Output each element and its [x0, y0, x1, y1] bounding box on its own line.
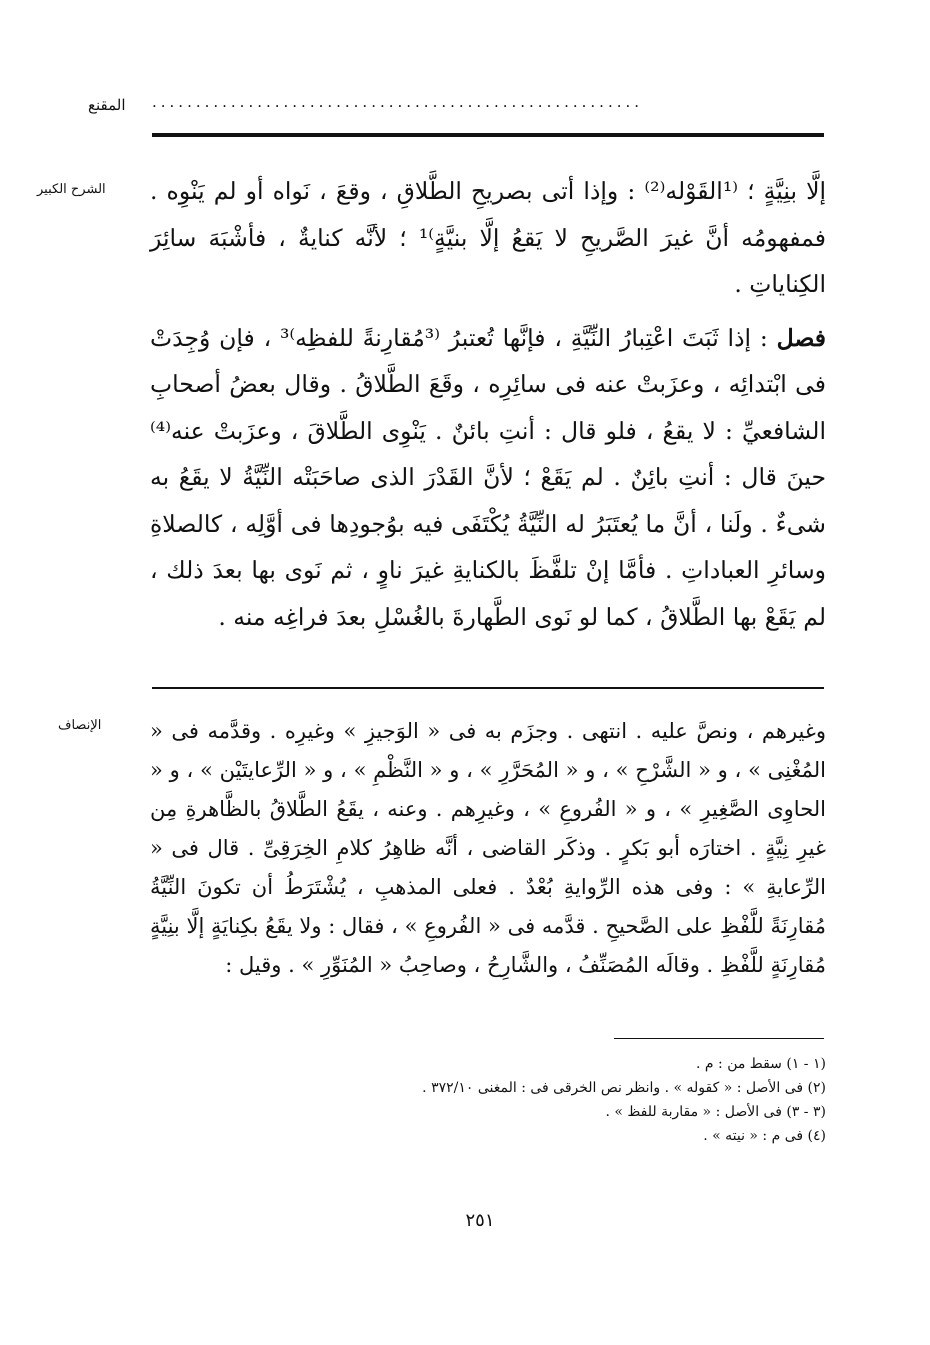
footnote-3: (٣ - ٣) فى الأصل : « مقاربة للفظ » .: [605, 1104, 826, 1120]
running-header-title: المقنع: [88, 96, 126, 114]
side-label-sharh: الشرح الكبير: [37, 182, 106, 197]
footnote-4: (٤) فى م : « نيته » .: [703, 1128, 826, 1144]
main-text: [150, 168, 826, 640]
main-paragraph-2: [150, 315, 826, 641]
footnote-2: (٢) فى الأصل : « كقوله » . وانظر نص الخرقى فى : المغنى ٣٧٢/١٠ .: [422, 1080, 826, 1096]
footnote-1: (١ - ١) سقط من : م .: [696, 1056, 826, 1072]
insaf-paragraph: وغيرهم ، ونصَّ عليه . انتهى . وجزَم به فى « الوَجيزِ » وغيرِه . وقدَّمه فى « المُغْنِى » ، و « الشَّرْحِ » ، و « المُحَرَّرِ » ، و « النَّظْمِ » ، و « الرِّعايتَيْن » ، و « الحاوِى الصَّغِيرِ » ، و « الفُروعِ » ، وغيرِهم . وعنه ، يقَعُ الطَّلاقُ بالظَّاهرةِ مِن غيرِ نِيَّةٍ . اختارَه أبو بَكرٍ . وذكَر القاضى ، أنَّه ظاهِرُ كلامِ الخِرَقِىِّ . قال فى « الرِّعايةِ » : وفى هذه الرِّوايةِ بُعْدٌ . فعلى المذهبِ ، يُشْتَرَطُ أن تكونَ النِّيَّةُ مُقارِنَةً للَّفْظِ على الصَّحيحِ . قدَّمه فى « الفُروعِ » ، فقال : ولا يقَعُ بكِنايَةٍ إلَّا بنِيَّةٍ مُقارِنَةٍ للَّفْظِ . وقالَه المُصَنِّفُ ، والشَّارِحُ ، وصاحِبُ « المُنَوِّرِ » . وقيل :: [150, 719, 826, 977]
page-number: ٢٥١: [465, 1210, 495, 1231]
section-heading-fasl: فصل: [776, 323, 826, 352]
section-divider: [152, 687, 824, 689]
main-paragraph-1: إلَّا بنِيَّةٍ ؛ ⁽¹القَوْله⁽²⁾ : وإذا أتى بصريحِ الطَّلاقِ ، وقعَ ، نَواه أو لم يَنْوِه . فمفهومُه أنَّ غيرَ الصَّريحِ لا يَقعُ إلَّا بنيَّةٍ⁾¹ ؛ لأنَّه كنايةٌ ، فأشْبَهَ سائِرَ الكِناياتِ .: [150, 177, 826, 298]
running-header-dots: ........................................................: [152, 93, 644, 111]
footnotes: [300, 1052, 826, 1148]
footnote-rule: [614, 1038, 824, 1039]
main-paragraph-2-text: : إذا ثَبَتَ اعْتِبارُ النِّيَّةِ ، فإنَّها تُعتبرُ ⁽³مُقارِنةً للفظِه⁾³ ، فإن وُجِدَتْ فى ابْتدائِه ، وعزَبتْ عنه فى سائِرِه ، وقَعَ الطَّلاقُ . وقال بعضُ أصحابِ الشافعيِّ : لا يقعُ ، فلو قال : أنتِ بائنٌ . يَنْوِى الطَّلاقَ ، وعزَبتْ عنه⁽⁴⁾ حينَ قال : أنتِ بائِنٌ . لم يَقَعْ ؛ لأنَّ القَدْرَ الذى صاحَبَتْه النِّيَّةُ لا يقَعُ به شىءٌ . ولَنا ، أنَّ ما يُعتَبَرُ له النِّيَّةُ يُكْتَفَى فيه بوُجودِها فى أوَّلِه ، كالصلاةِ وسائرِ العباداتِ . فأمَّا إنْ تلفَّظَ بالكنايةِ غيرَ ناوٍ ، ثم نَوى بها بعدَ ذلك ، لم يَقَعْ بها الطَّلاقُ ، كما لو نَوى الطَّهارةَ بالغُسْلِ بعدَ فراغِه منه .: [150, 323, 826, 631]
side-label-insaf: الإنصاف: [58, 718, 102, 733]
insaf-text: [150, 712, 826, 985]
header-rule: [152, 133, 824, 137]
